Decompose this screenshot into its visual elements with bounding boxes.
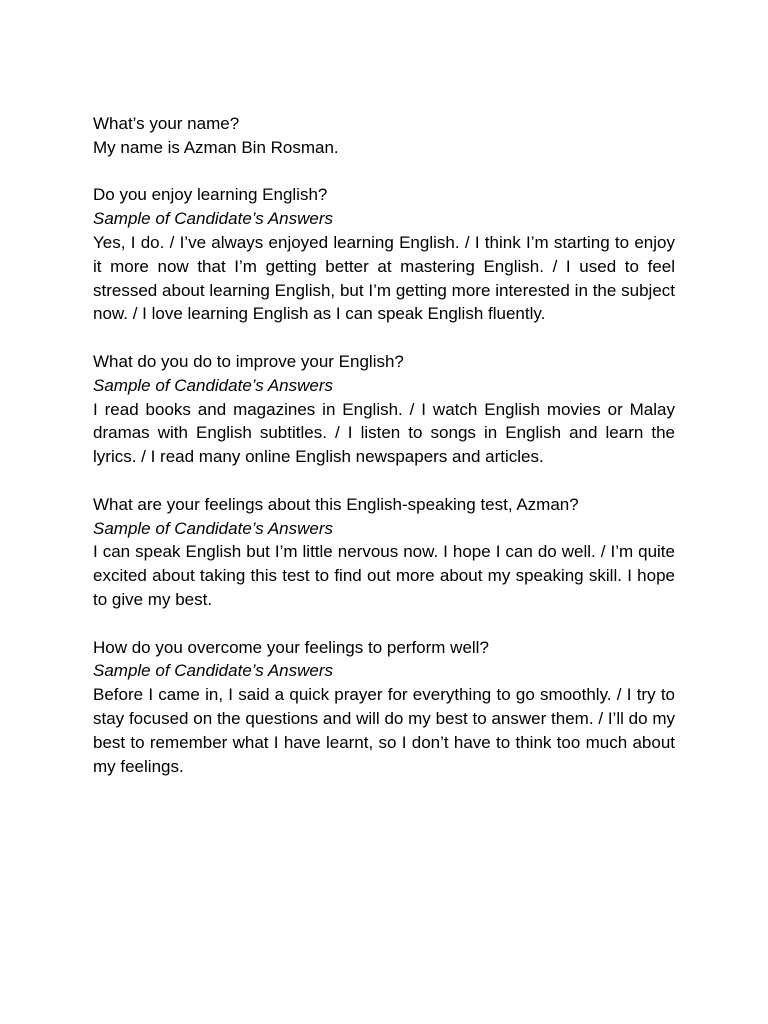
question-text: How do you overcome your feelings to perform well? (93, 637, 489, 657)
answer-text: I can speak English but I’m little nervous now. I hope I can do well. / I’m quite excited about taking this test to find out more about my speaking skill. I hope to give my best. (93, 542, 675, 609)
answer-text: Before I came in, I said a quick prayer for everything to go smoothly. / I try to stay focused on the questions and will do my best to answer them. / I’ll do my best to remember what I have learnt, so I don’t have to think too much about my feelings. (93, 685, 675, 776)
sample-answers-label: Sample of Candidate’s Answers (93, 209, 334, 229)
document-page (93, 112, 675, 802)
sample-answers-label: Sample of Candidate’s Answers (93, 375, 334, 395)
qa-block-overcome-feelings (93, 636, 675, 779)
question-text: Do you enjoy learning English? (93, 185, 328, 205)
intro-block (93, 112, 675, 160)
name-question: What’s your name? (93, 114, 240, 133)
answer-text: I read books and magazines in English. / I watch English movies or Malay dramas with English subtitles. / I listen to songs in English and learn the lyrics. / I read many online English newspapers and articles. (93, 399, 675, 467)
sample-answers-label: Sample of Candidate’s Answers (93, 518, 334, 538)
qa-block-improve-english (93, 350, 675, 469)
question-text: What do you do to improve your English? (93, 351, 404, 371)
name-answer: My name is Azman Bin Rosman. (93, 137, 339, 157)
answer-text: Yes, I do. / I’ve always enjoyed learning English. / I think I’m starting to enjoy it more now that I’m getting better at mastering English. / I used to feel stressed about learning English, but I’m getting more interested in the subject now. / I love learning English as I can speak English fluently. (93, 232, 675, 324)
qa-block-test-feelings (93, 493, 675, 612)
sample-answers-label: Sample of Candidate’s Answers (93, 661, 334, 681)
question-text: What are your feelings about this English-speaking test, Azman? (93, 494, 579, 514)
qa-block-enjoy-english (93, 183, 675, 326)
